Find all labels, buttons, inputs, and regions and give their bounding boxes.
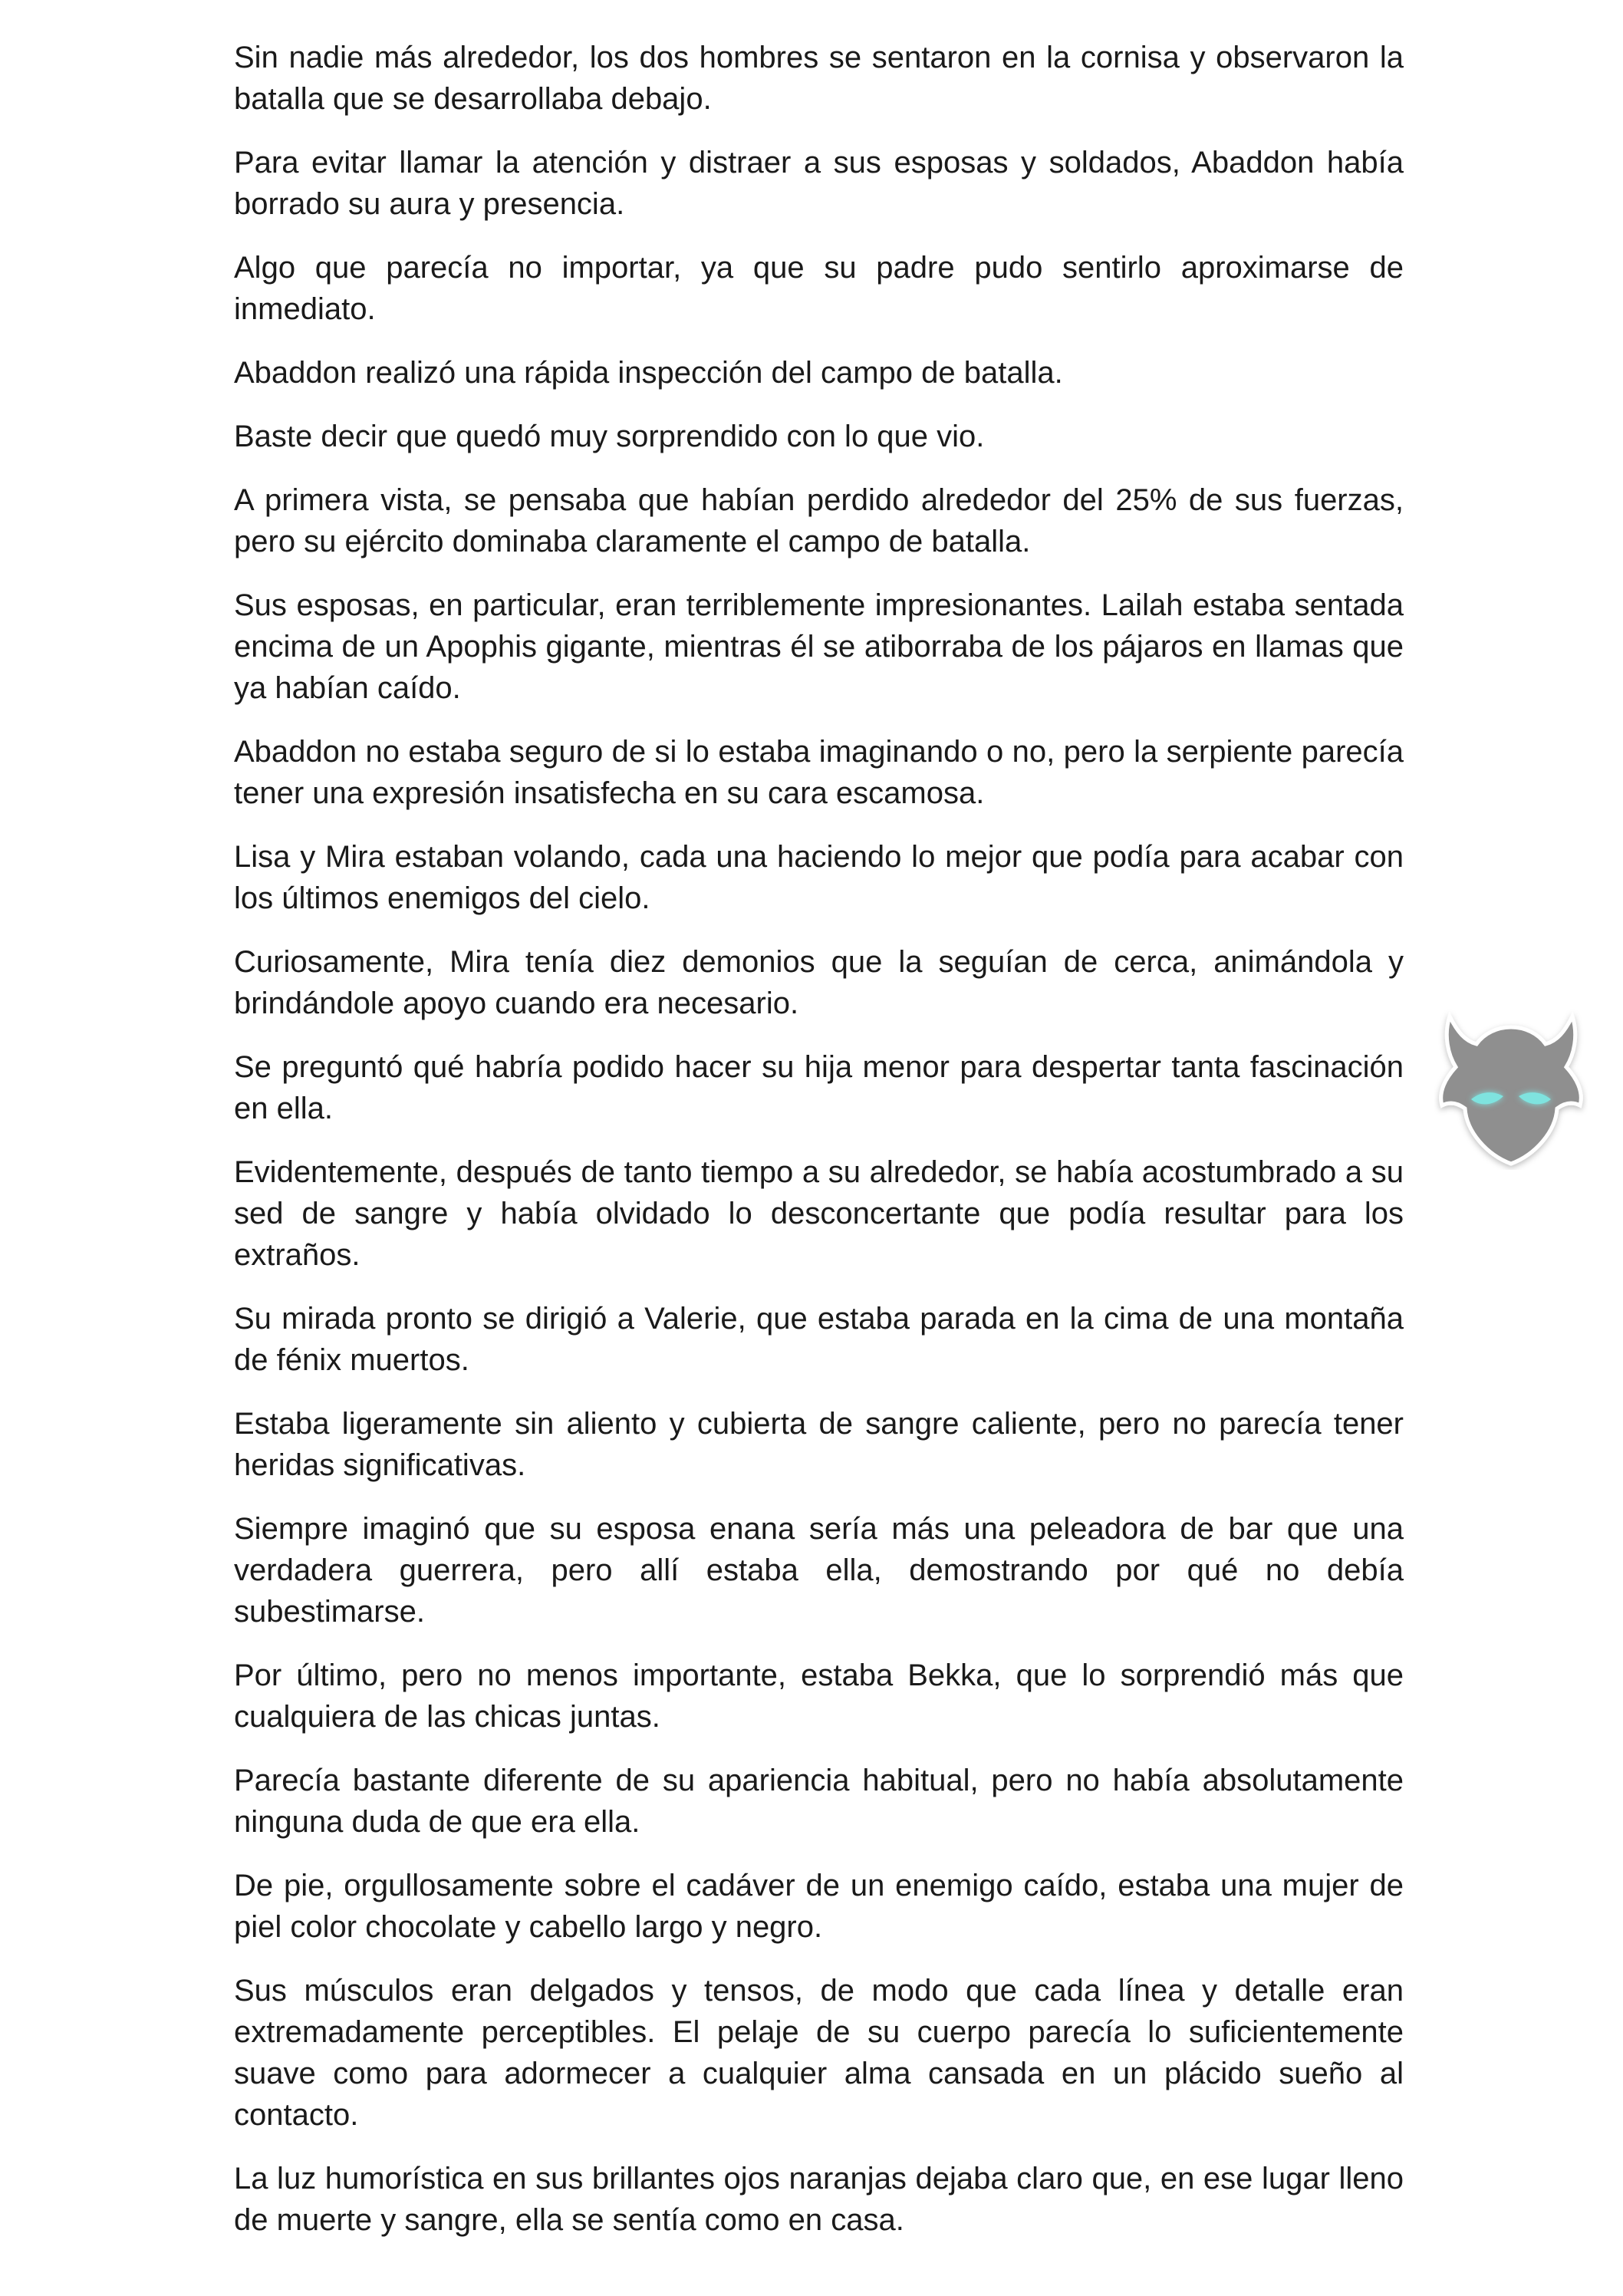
paragraph: Sus esposas, en particular, eran terriblemente impresionantes. Lailah estaba sentada encima de un Apophis gigante, mientras él se atiborraba de los pájaros en llamas que ya habían caído. (234, 588, 1404, 705)
paragraph: Algo que parecía no importar, ya que su padre pudo sentirlo aproximarse de inmediato. (234, 251, 1404, 326)
paragraph: Sin nadie más alrededor, los dos hombres se sentaron en la cornisa y observaron la batalla que se desarrollaba debajo. (234, 41, 1404, 116)
paragraph: Por último, pero no menos importante, estaba Bekka, que lo sorprendió más que cualquiera de las chicas juntas. (234, 1659, 1404, 1734)
paragraph: Baste decir que quedó muy sorprendido con lo que vio. (234, 420, 985, 453)
paragraph: Evidentemente, después de tanto tiempo a su alrededor, se había acostumbrado a su sed de sangre y había olvidado lo desconcertante que podía resultar para los extraños. (234, 1155, 1404, 1272)
paragraph: Lisa y Mira estaban volando, cada una haciendo lo mejor que podía para acabar con los últimos enemigos del cielo. (234, 840, 1404, 915)
paragraph: Su mirada pronto se dirigió a Valerie, que estaba parada en la cima de una montaña de fénix muertos. (234, 1302, 1404, 1377)
paragraph: A primera vista, se pensaba que habían perdido alrededor del 25% de sus fuerzas, pero su ejército dominaba claramente el campo de batalla. (234, 483, 1404, 558)
paragraph: Se preguntó qué habría podido hacer su hija menor para despertar tanta fascinación en ella. (234, 1050, 1404, 1125)
demon-head-icon (1434, 993, 1588, 1170)
demon-head-shape (1441, 1016, 1582, 1164)
paragraph: Sus músculos eran delgados y tensos, de modo que cada línea y detalle eran extremadamente perceptibles. El pelaje de su cuerpo parecía lo suficientemente suave como para adormecer a cualquier alma cansada en un plácido sueño al contacto. (234, 1974, 1404, 2132)
paragraph: Estaba ligeramente sin aliento y cubierta de sangre caliente, pero no parecía tener heridas significativas. (234, 1407, 1404, 1482)
body-text (234, 37, 1404, 2241)
paragraph: Parecía bastante diferente de su apariencia habitual, pero no había absolutamente ninguna duda de que era ella. (234, 1764, 1404, 1839)
paragraph: Curiosamente, Mira tenía diez demonios que la seguían de cerca, animándola y brindándole apoyo cuando era necesario. (234, 945, 1404, 1020)
paragraph: Siempre imaginó que su esposa enana sería más una peleadora de bar que una verdadera guerrera, pero allí estaba ella, demostrando por qué no debía subestimarse. (234, 1512, 1404, 1629)
paragraph: De pie, orgullosamente sobre el cadáver de un enemigo caído, estaba una mujer de piel color chocolate y cabello largo y negro. (234, 1869, 1404, 1944)
paragraph: La luz humorística en sus brillantes ojos naranjas dejaba claro que, en ese lugar lleno de muerte y sangre, ella se sentía como en casa. (234, 2162, 1404, 2237)
paragraph: Abaddon no estaba seguro de si lo estaba imaginando o no, pero la serpiente parecía tener una expresión insatisfecha en su cara escamosa. (234, 735, 1404, 810)
paragraph: Abaddon realizó una rápida inspección del campo de batalla. (234, 356, 1063, 390)
paragraph: Para evitar llamar la atención y distraer a sus esposas y soldados, Abaddon había borrado su aura y presencia. (234, 146, 1404, 221)
